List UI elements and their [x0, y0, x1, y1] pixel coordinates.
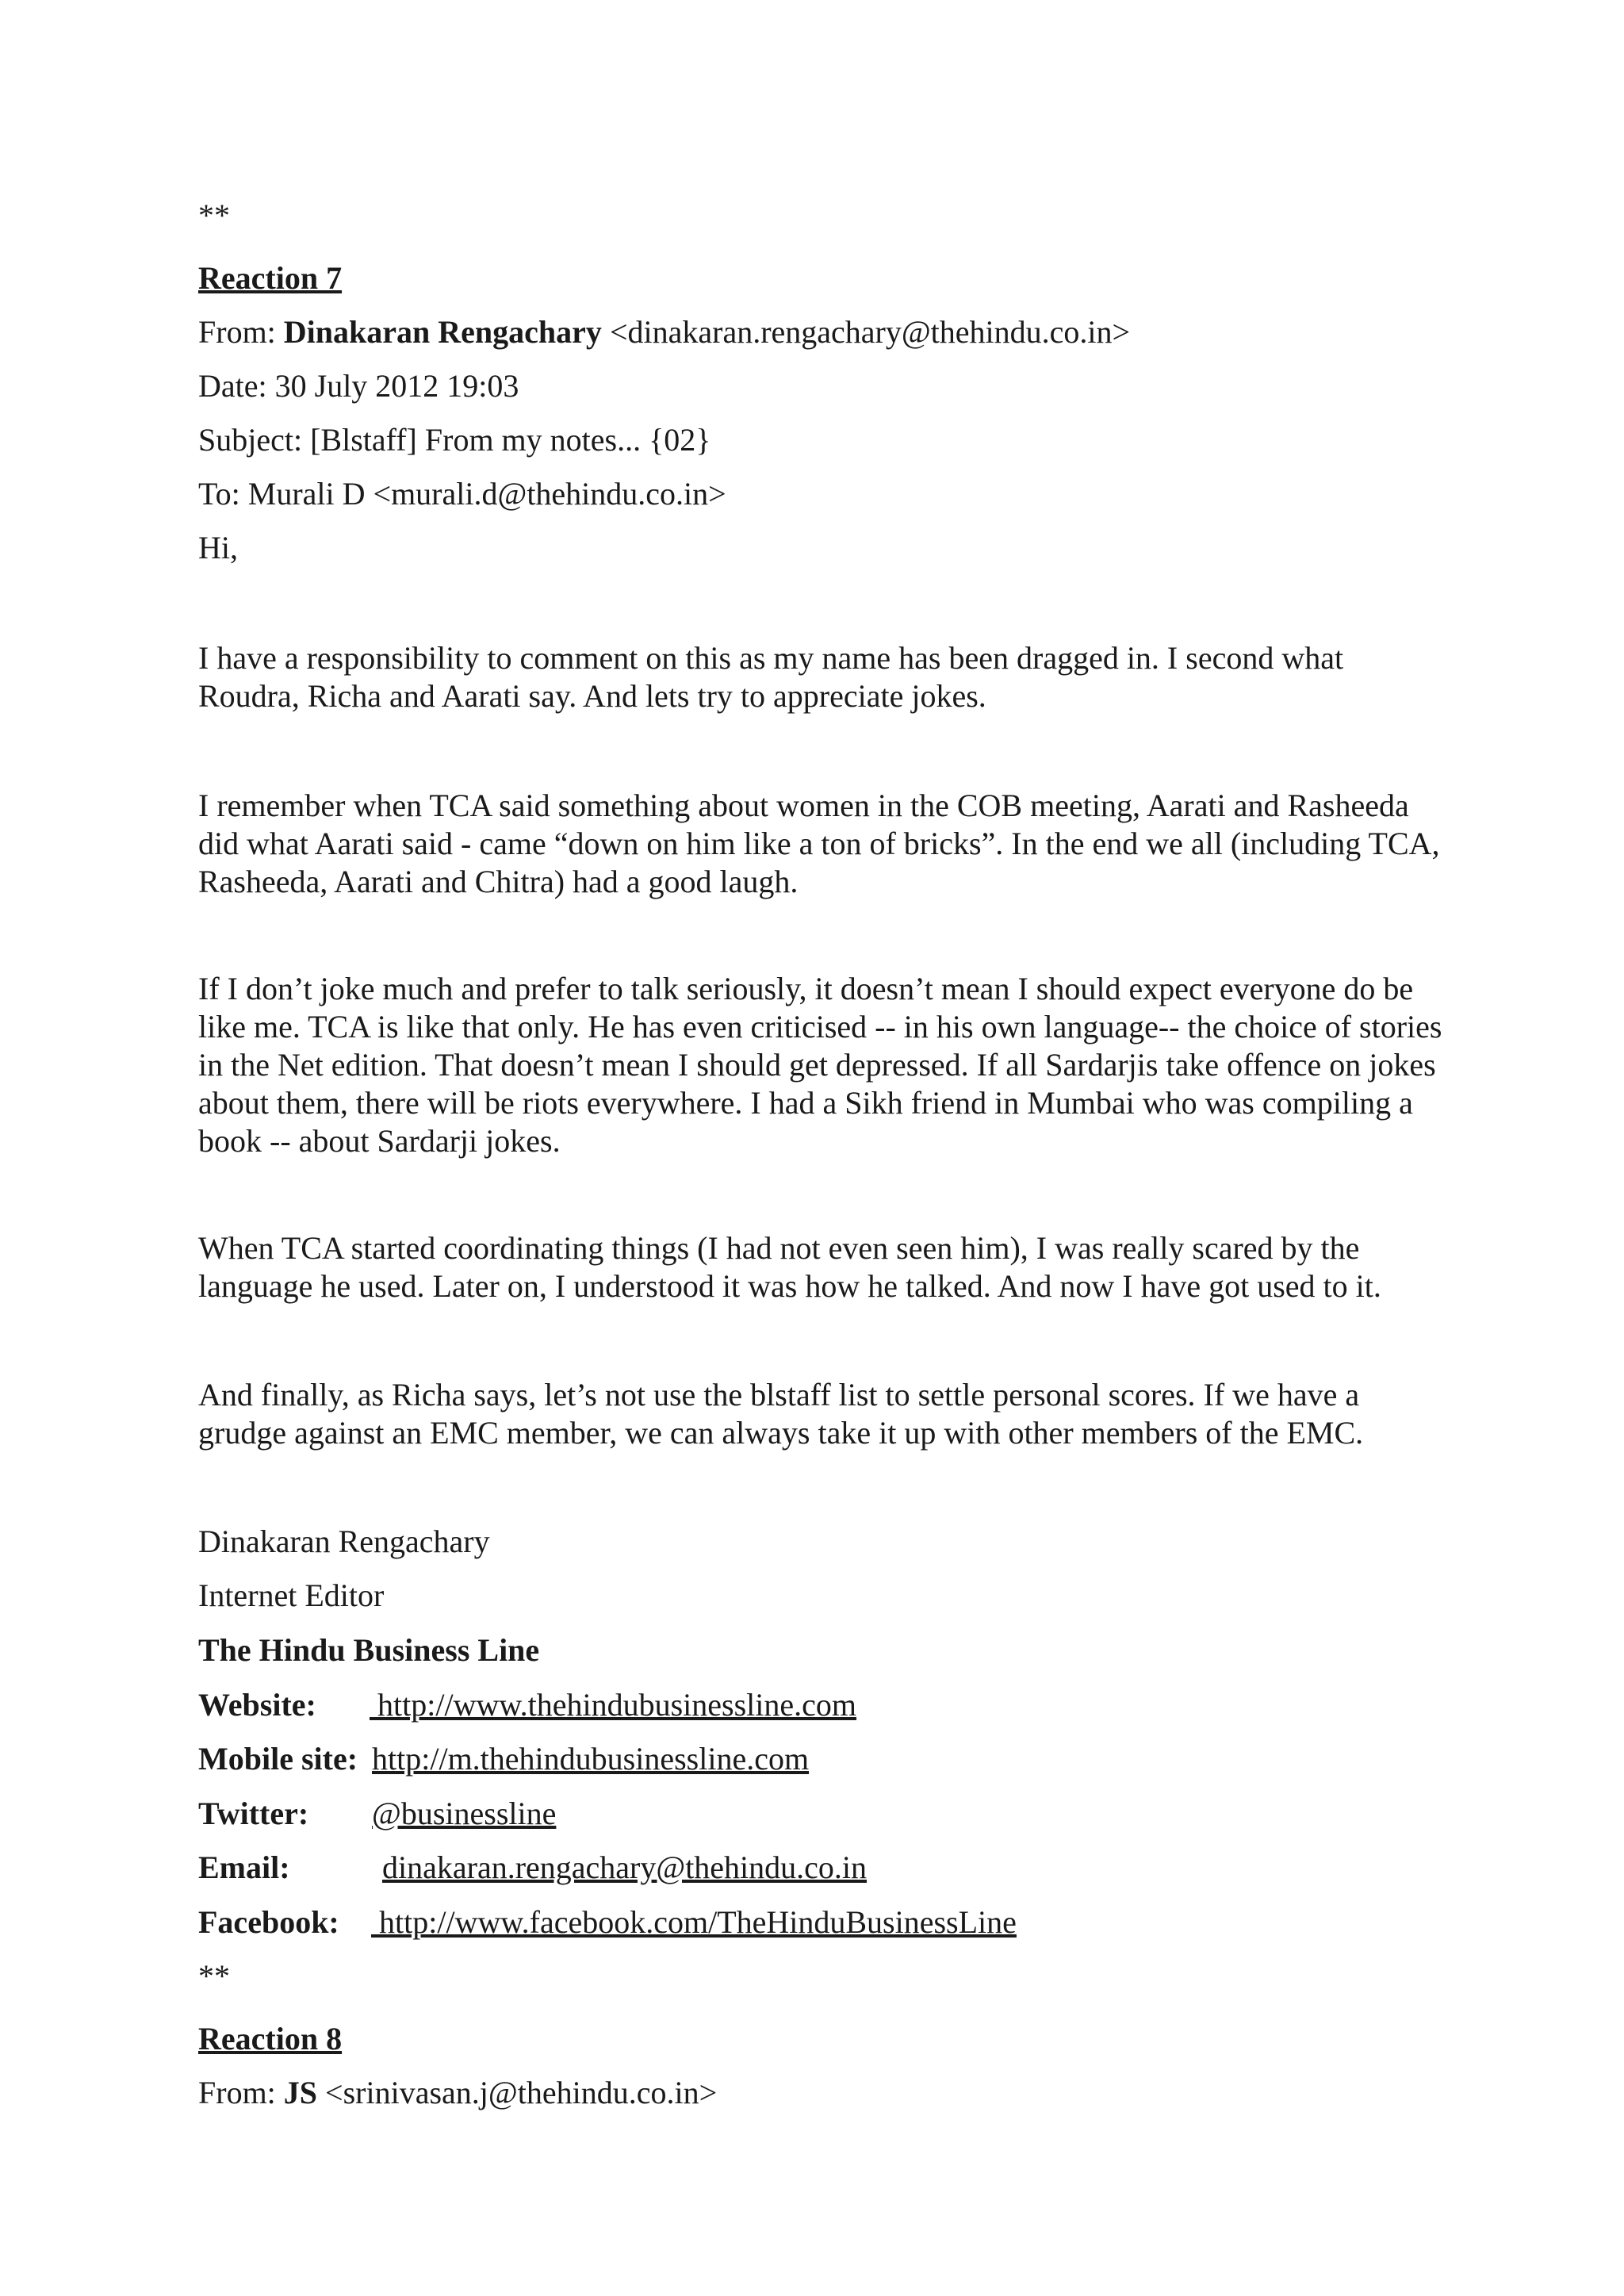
signature-title: Internet Editor	[198, 1577, 385, 1613]
facebook-link[interactable]: http://www.facebook.com/TheHinduBusinessLine	[371, 1904, 1017, 1940]
body-paragraph: I remember when TCA said something about women in the COB meeting, Aarati and Rasheeda did what Aarati said - came “down on him like a ton of bricks”. In the end we all (including TCA, Rasheeda, Aarati and Chitra) had a good laugh.	[198, 788, 1440, 899]
reaction-heading: Reaction 7	[198, 260, 343, 296]
website-label: Website:	[198, 1687, 316, 1723]
body-paragraph: When TCA started coordinating things (I had not even seen him), I was really scared by the language he used. Later on, I understood it was how he talked. And now I have got used to it.	[198, 1230, 1381, 1304]
email-from-line	[198, 313, 1130, 351]
facebook-label: Facebook:	[198, 1904, 339, 1940]
body-paragraph: I have a responsibility to comment on this as my name has been dragged in. I second what Roudra, Richa and Aarati say. And lets try to appreciate jokes.	[198, 640, 1344, 714]
email-subject-line: Subject: [Blstaff] From my notes... {02}	[198, 422, 711, 458]
body-paragraph: If I don’t joke much and prefer to talk seriously, it doesn’t mean I should expect everyone do be like me. TCA is like that only. He has even criticised -- in his own language-- the choice of stories in the Net edition. That doesn’t mean I should get depressed. If all Sardarjis take offence on jokes about them, there will be riots everywhere. I had a Sikh friend in Mumbai who was compiling a book -- about Sardarji jokes.	[198, 971, 1442, 1159]
mobile-site-label: Mobile site:	[198, 1741, 358, 1777]
signature-name: Dinakaran Rengachary	[198, 1524, 490, 1559]
reaction-heading: Reaction 8	[198, 2021, 343, 2056]
signature-facebook-row	[198, 1903, 1017, 1941]
from-label: From:	[198, 314, 284, 350]
sender-email: <dinakaran.rengachary@thehindu.co.in>	[601, 314, 1131, 350]
twitter-label: Twitter:	[198, 1796, 309, 1831]
email-from-line	[198, 2074, 717, 2112]
from-label: From:	[198, 2075, 284, 2110]
signature-twitter-row	[198, 1795, 556, 1833]
mobile-site-link[interactable]: http://m.thehindubusinessline.com	[372, 1741, 810, 1777]
email-link[interactable]: dinakaran.rengachary@thehindu.co.in	[382, 1849, 868, 1885]
email-to-line: To: Murali D <murali.d@thehindu.co.in>	[198, 476, 726, 512]
sender-name: JS	[283, 2075, 318, 2110]
sender-name: Dinakaran Rengachary	[283, 314, 602, 350]
sender-email: <srinivasan.j@thehindu.co.in>	[317, 2075, 718, 2110]
greeting: Hi,	[198, 530, 238, 565]
signature-mobile-row	[198, 1740, 809, 1778]
separator: **	[198, 197, 230, 233]
email-label: Email:	[198, 1849, 290, 1885]
signature-email-row	[198, 1849, 867, 1887]
separator: **	[198, 1958, 230, 1994]
website-link[interactable]: http://www.thehindubusinessline.com	[370, 1687, 857, 1723]
signature-org: The Hindu Business Line	[198, 1632, 540, 1668]
email-date-line: Date: 30 July 2012 19:03	[198, 368, 519, 404]
body-paragraph: And finally, as Richa says, let’s not use the blstaff list to settle personal scores. If we have a grudge against an EMC member, we can always take it up with other members of the EMC.	[198, 1377, 1364, 1451]
twitter-link[interactable]: @businessline	[372, 1796, 557, 1831]
signature-website-row	[198, 1686, 856, 1724]
